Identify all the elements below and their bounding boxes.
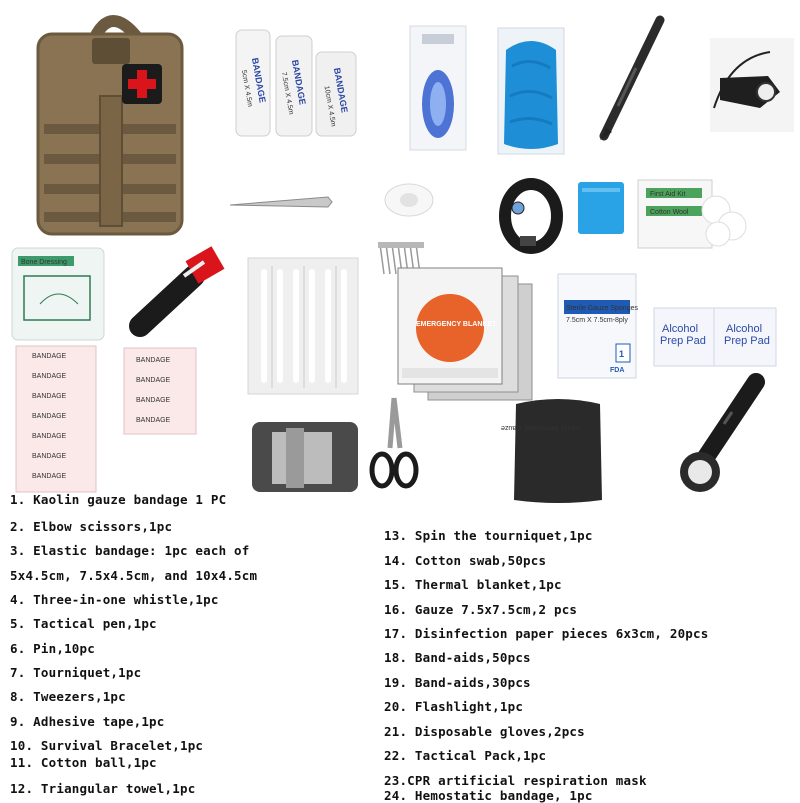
list-item: 3. Elastic bandage: 1pc each of: [10, 543, 250, 558]
list-item: 9. Adhesive tape,1pc: [10, 714, 165, 729]
fda-label: FDA: [610, 367, 625, 374]
compression-bandage: [250, 418, 360, 496]
thermal-blanket: [394, 264, 536, 404]
alcohol-pad-2-line2: Prep Pad: [724, 335, 770, 347]
gauze-count: 1: [619, 349, 625, 359]
bandaid-strip-label-1: BANDAGE: [32, 353, 67, 360]
gauze-size: 7.5cm X 7.5cm-8ply: [566, 317, 628, 324]
list-item: 24. Hemostatic bandage, 1pc: [384, 788, 593, 803]
alcohol-pad-1-line1: Alcohol: [662, 323, 699, 335]
item-list-right: [384, 528, 796, 803]
adhesive-tape: [382, 180, 436, 220]
cotton-wool-pack: [636, 176, 752, 254]
bandage-roll-1-label: BANDAGE: [249, 56, 268, 104]
bandaid-strip-label-2: BANDAGE: [32, 373, 67, 380]
tactical-pack: [30, 4, 190, 240]
list-item: 20. Flashlight,1pc: [384, 699, 524, 714]
list-item: 5. Tactical pen,1pc: [10, 616, 157, 631]
list-item: 19. Band-aids,30pcs: [384, 675, 531, 690]
list-item: 13. Spin the tourniquet,1pc: [384, 528, 593, 543]
tourniquet: [130, 246, 230, 342]
bandaid-strip-label-3: BANDAGE: [32, 393, 67, 400]
bandage-roll-2-label: BANDAGE: [289, 58, 308, 106]
list-item: 21. Disposable gloves,2pcs: [384, 724, 585, 739]
tweezers: [228, 194, 334, 212]
disposable-gloves: [496, 26, 566, 156]
survival-bracelet: [498, 178, 564, 254]
bandaid-strip-label-7: BANDAGE: [32, 473, 67, 480]
list-item: 11. Cotton ball,1pc: [10, 755, 157, 770]
band-aids-50: [14, 344, 98, 494]
bandaid-pack-label-1: BANDAGE: [136, 357, 171, 364]
alcohol-prep-pads: [652, 306, 778, 368]
gauze-title: Sterile Gauze Sponges: [566, 305, 638, 312]
list-item: 23.CPR artificial respiration mask: [384, 773, 647, 788]
cotton-swabs: [246, 256, 360, 396]
list-item: 10. Survival Bracelet,1pc: [10, 738, 204, 753]
list-item: 12. Triangular towel,1pc: [10, 781, 196, 796]
blue-tape-pack: [576, 180, 626, 236]
bone-dressing-label: Bone Dressing: [21, 259, 67, 266]
bandaid-strip-label-5: BANDAGE: [32, 433, 67, 440]
list-item: 17. Disinfection paper pieces 6x3cm, 20pcs: [384, 626, 709, 641]
cpr-mask: [408, 24, 468, 152]
list-item: 1. Kaolin gauze bandage 1 PC: [10, 492, 227, 507]
hemostatic-gauze-bag: [501, 396, 606, 506]
sterile-gauze: [556, 272, 638, 380]
cotton-wool-label: Cotton Wool: [650, 209, 689, 216]
bandage-roll-3-size: 10cm X 4.5m: [322, 85, 337, 128]
three-in-one-whistle: [710, 38, 794, 132]
flashlight: [672, 372, 768, 500]
bandaid-pack-label-3: BANDAGE: [136, 397, 171, 404]
list-item: 2. Elbow scissors,1pc: [10, 519, 173, 534]
list-item: 22. Tactical Pack,1pc: [384, 748, 547, 763]
bandage-roll-3-label: BANDAGE: [331, 66, 350, 114]
list-item: 5x4.5cm, 7.5x4.5cm, and 10x4.5cm: [10, 568, 258, 583]
list-item: 6. Pin,10pc: [10, 641, 95, 656]
bandaid-pack-label-4: BANDAGE: [136, 417, 171, 424]
triangular-towel: [10, 246, 106, 342]
item-list-left: [10, 492, 390, 798]
bandage-roll-1-size: 5cm X 4.5m: [239, 69, 254, 108]
list-item: 7. Tourniquet,1pc: [10, 665, 142, 680]
list-item: 14. Cotton swab,50pcs: [384, 553, 547, 568]
emergency-blanket-label: EMERGENCY BLANKET: [416, 321, 497, 328]
elbow-scissors: [368, 394, 420, 494]
list-item: 18. Band-aids,50pcs: [384, 650, 531, 665]
red-cross-patch: [122, 64, 162, 104]
bandaid-pack-label-2: BANDAGE: [136, 377, 171, 384]
list-item: 8. Tweezers,1pc: [10, 689, 126, 704]
list-item: 15. Thermal blanket,1pc: [384, 577, 562, 592]
alcohol-pad-2-line1: Alcohol: [726, 323, 763, 335]
bandaid-strip-label-4: BANDAGE: [32, 413, 67, 420]
bandaid-strip-label-6: BANDAGE: [32, 453, 67, 460]
alcohol-pad-1-line2: Prep Pad: [660, 335, 706, 347]
hemostatic-gauze-label: Kaolin Hemostatic Gauze: [501, 424, 580, 431]
band-aids-30: [122, 346, 198, 436]
list-item: 16. Gauze 7.5x7.5cm,2 pcs: [384, 602, 578, 617]
list-item: 4. Three-in-one whistle,1pc: [10, 592, 219, 607]
first-aid-kit-label: First Aid Kit: [650, 191, 686, 198]
tactical-pen: [596, 14, 670, 142]
elastic-bandages: [232, 22, 360, 140]
bandage-roll-2-size: 7.5cm X 4.5m: [279, 71, 295, 116]
